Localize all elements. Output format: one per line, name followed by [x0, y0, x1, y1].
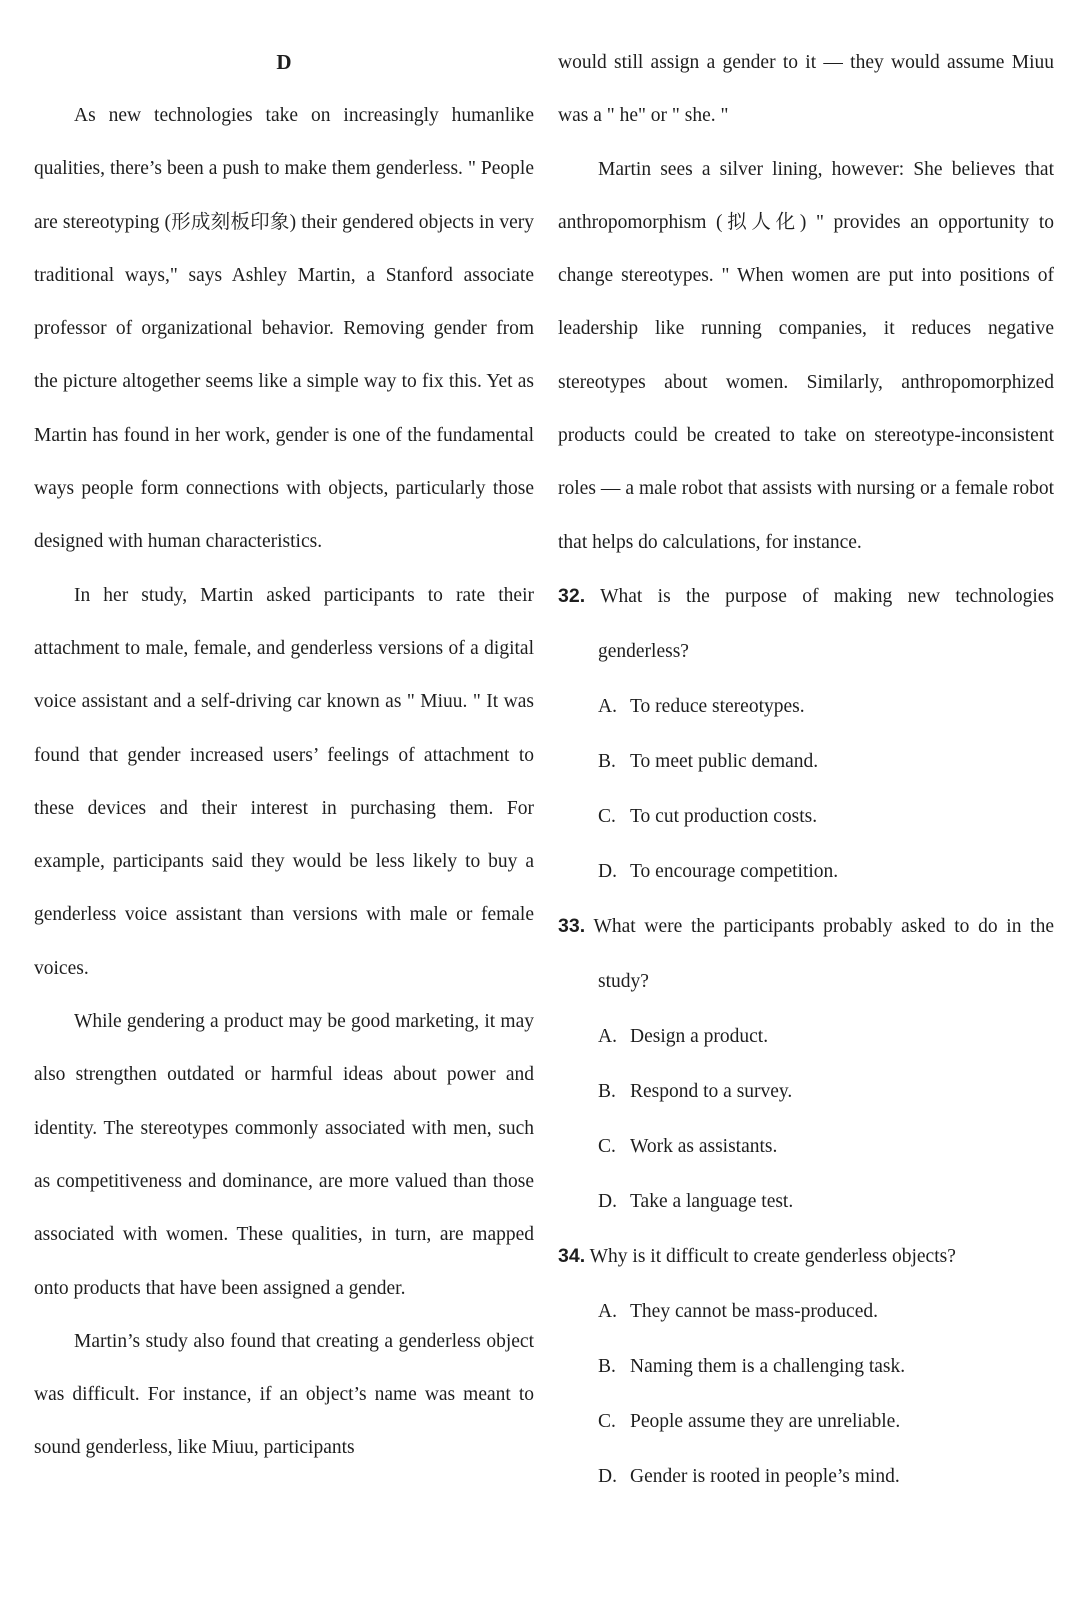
option-b[interactable] [558, 1064, 1054, 1119]
option-text: Design a product. [630, 1025, 769, 1047]
option-text: Work as assistants. [630, 1135, 778, 1157]
option-a[interactable] [558, 679, 1054, 734]
option-text: Take a language test. [630, 1190, 794, 1212]
option-letter: C. [598, 1135, 616, 1157]
option-text: To reduce stereotypes. [630, 695, 805, 717]
left-column [34, 36, 534, 1475]
option-letter: A. [598, 695, 617, 717]
question-number: 34. [558, 1244, 586, 1267]
option-text: Respond to a survey. [630, 1080, 793, 1102]
passage-paragraph-2: In her study, Martin asked participants to rate their attachment to male, female, and genderless versions of a digital voice assistant and a self-driving car known as " Miuu. " It was found that gender increased users’ feelings of attachment to these devices and their interest in purchasing them. For example, participants said they would be less likely to buy a genderless voice assistant than versions with male or female voices. [34, 584, 534, 979]
option-d[interactable] [558, 844, 1054, 899]
option-letter: A. [598, 1300, 617, 1322]
option-b[interactable] [558, 1339, 1054, 1394]
option-text: To meet public demand. [630, 750, 819, 772]
question-text: What is the purpose of making new technologies genderless? [598, 585, 1054, 662]
question-stem [558, 569, 1054, 679]
section-title: D [276, 50, 292, 74]
question-stem [558, 899, 1054, 1009]
option-c[interactable] [558, 1119, 1054, 1174]
option-letter: A. [598, 1025, 617, 1047]
question-stem [558, 1229, 1054, 1284]
option-c[interactable] [558, 789, 1054, 844]
question-text: Why is it difficult to create genderless objects? [589, 1245, 956, 1267]
option-text: Naming them is a challenging task. [630, 1355, 906, 1377]
option-a[interactable] [558, 1009, 1054, 1064]
question-32 [558, 569, 1054, 899]
option-b[interactable] [558, 734, 1054, 789]
question-34 [558, 1229, 1054, 1504]
option-text: People assume they are unreliable. [630, 1410, 901, 1432]
option-letter: B. [598, 1355, 616, 1377]
option-d[interactable] [558, 1449, 1054, 1504]
option-a[interactable] [558, 1284, 1054, 1339]
question-33 [558, 899, 1054, 1229]
option-letter: B. [598, 1080, 616, 1102]
question-number: 33. [558, 914, 586, 937]
option-text: They cannot be mass-produced. [630, 1300, 878, 1322]
option-letter: D. [598, 1465, 617, 1487]
option-letter: D. [598, 860, 617, 882]
option-letter: C. [598, 1410, 616, 1432]
passage-paragraph-4: Martin’s study also found that creating a genderless object was difficult. For instance, if an object’s name was meant to sound genderless, like Miuu, participants [34, 1330, 534, 1459]
right-column [558, 36, 1054, 1504]
passage-paragraph-1: As new technologies take on increasingly humanlike qualities, there’s been a push to make them genderless. " People are stereotyping (形成刻板印象) their gendered objects in very traditional ways," says Ashley Martin, a Stanford associate professor of organizational behavior. Removing gender from the picture altogether seems like a simple way to fix this. Yet as Martin has found in her work, gender is one of the fundamental ways people form connections with objects, particularly those designed with human characteristics. [34, 105, 534, 553]
question-text: What were the participants probably asked to do in the study? [593, 915, 1054, 992]
option-d[interactable] [558, 1174, 1054, 1229]
passage-paragraph-4-continued: would still assign a gender to it — they would assume Miuu was a " he" or " she. " [558, 52, 1054, 127]
option-letter: C. [598, 805, 616, 827]
option-c[interactable] [558, 1394, 1054, 1449]
option-text: To cut production costs. [630, 805, 818, 827]
option-text: To encourage competition. [630, 860, 839, 882]
question-number: 32. [558, 584, 586, 607]
option-text: Gender is rooted in people’s mind. [630, 1465, 900, 1487]
option-letter: B. [598, 750, 616, 772]
passage-paragraph-5: Martin sees a silver lining, however: She believes that anthropomorphism (拟人化) " provides an opportunity to change stereotypes. " When women are put into positions of leadership like running companies, it reduces negative stereotypes about women. Similarly, anthropomorphized products could be created to take on stereotype-inconsistent roles — a male robot that assists with nursing or a female robot that helps do calculations, for instance. [558, 158, 1054, 553]
passage-paragraph-3: While gendering a product may be good marketing, it may also strengthen outdated or harmful ideas about power and identity. The stereotypes commonly associated with men, such as competitiveness and dominance, are more valued than those associated with women. These qualities, in turn, are mapped onto products that have been assigned a gender. [34, 1011, 534, 1299]
option-letter: D. [598, 1190, 617, 1212]
